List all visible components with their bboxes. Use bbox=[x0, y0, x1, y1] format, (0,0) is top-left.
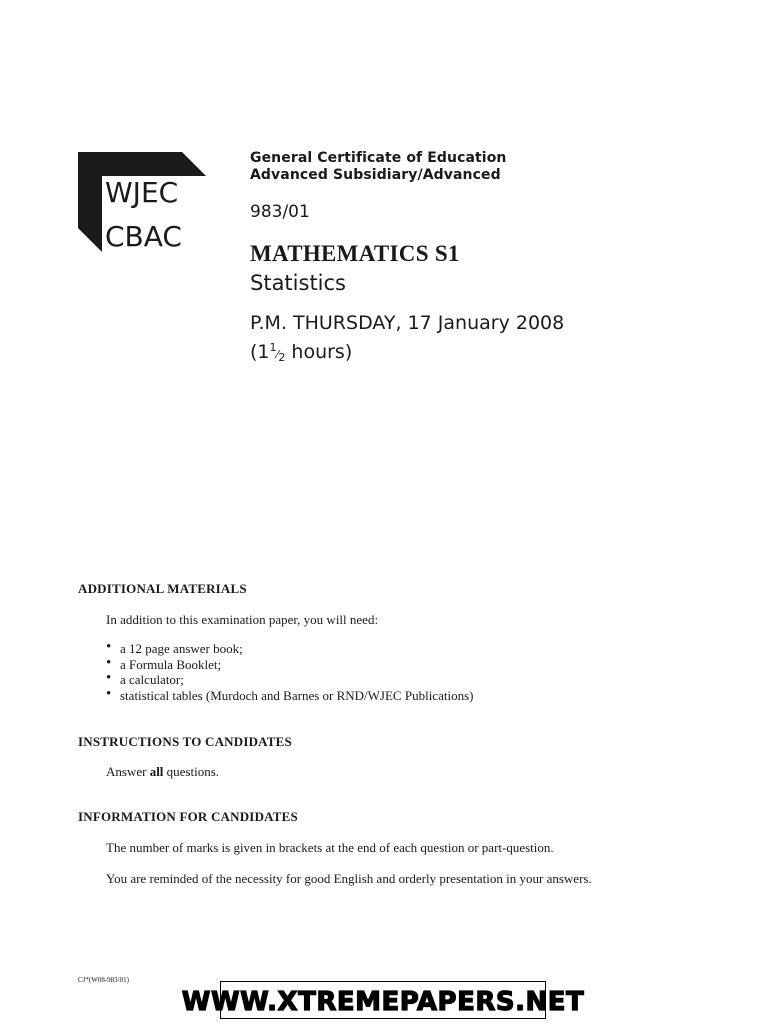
fraction-numerator: 1 bbox=[269, 341, 277, 354]
information-line-presentation: You are reminded of the necessity for good English and orderly presentation in your answers. bbox=[106, 871, 592, 886]
additional-materials-intro: In addition to this examination paper, you will need: bbox=[106, 612, 379, 627]
svg-text:WJEC: WJEC bbox=[105, 176, 179, 209]
instructions-text-after: questions. bbox=[163, 764, 220, 779]
information-heading: INFORMATION FOR CANDIDATES bbox=[78, 809, 298, 824]
svg-text:CBAC: CBAC bbox=[105, 220, 182, 253]
information-line-marks: The number of marks is given in brackets at the end of each question or part-question. bbox=[106, 840, 554, 855]
instructions-text-before: Answer bbox=[106, 764, 150, 779]
subject-title: MATHEMATICS S1 bbox=[250, 241, 460, 266]
instructions-heading: INSTRUCTIONS TO CANDIDATES bbox=[78, 734, 292, 749]
list-item: • a 12 page answer book; bbox=[106, 641, 473, 657]
wjec-cbac-logo bbox=[78, 152, 206, 252]
component-title: Statistics bbox=[250, 271, 346, 295]
duration-prefix: (1 bbox=[250, 341, 270, 363]
duration-fraction: 1⁄2 bbox=[269, 341, 286, 364]
certificate-title-line1: General Certificate of Education bbox=[250, 150, 507, 166]
exam-duration bbox=[250, 341, 352, 363]
instructions-text bbox=[106, 764, 219, 780]
list-item: • a calculator; bbox=[106, 672, 473, 688]
svg-text:WWW.XTREMEPAPERS.NET: WWW.XTREMEPAPERS.NET bbox=[181, 987, 585, 1017]
materials-list bbox=[106, 641, 473, 703]
watermark-banner bbox=[181, 981, 585, 1019]
list-item: • a Formula Booklet; bbox=[106, 657, 473, 673]
list-item: • statistical tables (Murdoch and Barnes or RND/WJEC Publications) bbox=[106, 688, 473, 704]
instructions-text-bold: all bbox=[149, 764, 164, 779]
exam-date: P.M. THURSDAY, 17 January 2008 bbox=[250, 312, 565, 334]
certificate-title-line2: Advanced Subsidiary/Advanced bbox=[250, 167, 501, 183]
fraction-denominator: 2 bbox=[278, 351, 286, 364]
paper-code: 983/01 bbox=[250, 202, 310, 222]
duration-suffix: hours) bbox=[285, 341, 353, 363]
footer-paper-code: CJ*(W08-983/01) bbox=[78, 976, 129, 984]
additional-materials-heading: ADDITIONAL MATERIALS bbox=[78, 581, 247, 596]
